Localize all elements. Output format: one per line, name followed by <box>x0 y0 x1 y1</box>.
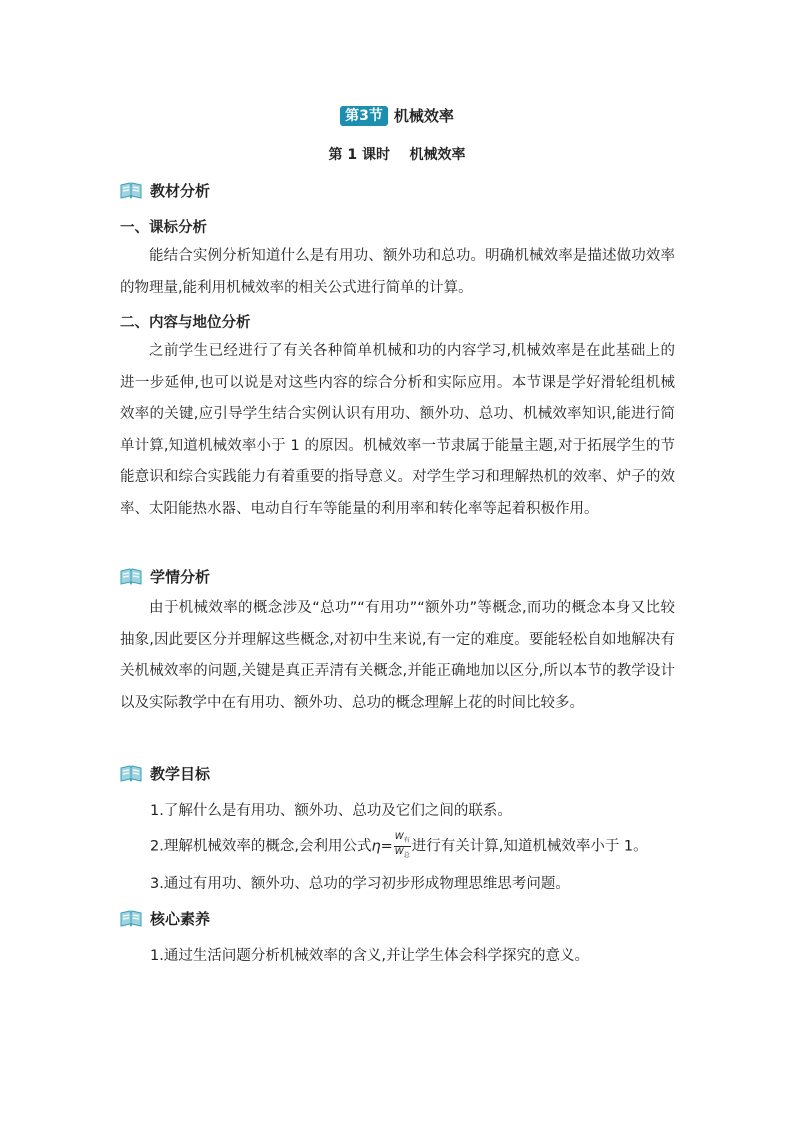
goal-item-1: 1.了解什么是有用功、额外功、总功及它们之间的联系。 <box>150 803 512 819</box>
formula-denominator-w: W <box>394 846 404 857</box>
heading-materials <box>120 180 210 201</box>
formula-fraction <box>394 832 411 861</box>
formula-numerator-w: W <box>394 832 404 842</box>
title-row <box>0 105 794 126</box>
heading-label: 教材分析 <box>150 182 211 200</box>
heading-goals <box>120 763 210 784</box>
heading-label: 教学目标 <box>150 765 211 783</box>
lesson-subtitle: 第 1 课时 机械效率 <box>328 147 466 163</box>
heading-label: 核心素养 <box>150 910 211 928</box>
subhead-content: 二、内容与地位分析 <box>120 315 251 331</box>
section-badge: 第3节 <box>340 106 388 126</box>
goal-item-2-text-pre: 2.理解机械效率的概念,会利用公式 <box>150 838 372 855</box>
heading-literacy <box>120 908 210 929</box>
book-icon <box>120 765 142 783</box>
formula-numerator-sub: 有 <box>403 836 410 844</box>
paragraph-students: 由于机械效率的概念涉及“总功”“有用功”“额外功”等概念,而功的概念本身又比较抽象,因此要区分并理解这些概念,对初中生来说,有一定的难度。要能轻松自如地解决有关机械效率的问题,关键是真正弄清有关概念,并能正确地加以区分,所以本节的教学设计以及实际教学中在有用功、额外功、总功的概念理解上花的时间比较多。 <box>120 600 675 711</box>
book-icon <box>120 182 142 200</box>
goal-item-2-text-post: 进行有关计算,知道机械效率小于 1。 <box>411 838 648 855</box>
subhead-curriculum: 一、课标分析 <box>120 220 207 236</box>
book-icon <box>120 568 142 586</box>
literacy-item-1: 1.通过生活问题分析机械效率的含义,并让学生体会科学探究的意义。 <box>150 948 589 964</box>
heading-label: 学情分析 <box>150 568 211 586</box>
goal-item-3: 3.通过有用功、额外功、总功的学习初步形成物理思维思考问题。 <box>150 876 570 892</box>
book-icon <box>120 910 142 928</box>
paragraph-content: 之前学生已经进行了有关各种简单机械和功的内容学习,机械效率是在此基础上的进一步延伸,也可以说是对这些内容的综合分析和实际应用。本节课是学好滑轮组机械效率的关键,应引导学生结合实例认识有用功、额外功、总功、机械效率知识,能进行简单计算,知道机械效率小于 1 的原因。机械效率一节隶属于能量主题,对于拓展学生的节能意识和综合实践能力有着重要的指导意义。对学生学习和理解热机的效率、炉子的效率、太阳能热水器、电动自行车等能量的利用率和转化率等起着积极作用。 <box>120 343 675 517</box>
formula-eta: η= <box>371 838 393 855</box>
goal-item-2 <box>150 832 648 861</box>
formula-numerator <box>394 832 411 847</box>
paragraph-curriculum: 能结合实例分析知道什么是有用功、额外功和总功。明确机械效率是描述做功效率的物理量,能利用机械效率的相关公式进行简单的计算。 <box>120 248 675 296</box>
section-title: 机械效率 <box>393 107 454 125</box>
formula-denominator-sub: 总 <box>403 851 410 859</box>
formula-denominator <box>394 847 411 861</box>
heading-students <box>120 566 210 587</box>
